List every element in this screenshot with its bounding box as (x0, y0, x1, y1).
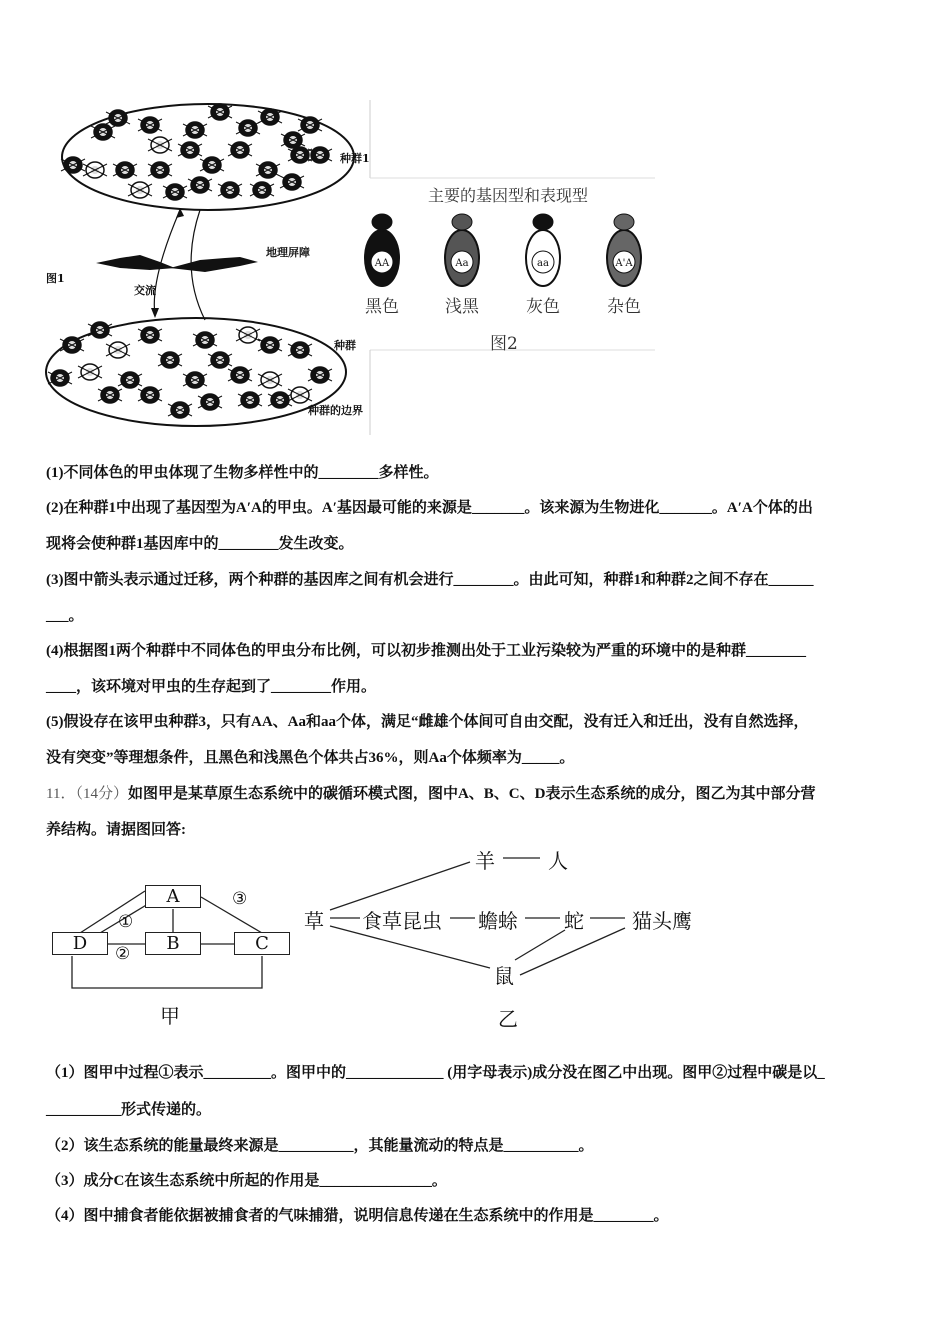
population1-label: 种群1 (340, 152, 370, 165)
diagram-yi-label: 乙 (498, 1007, 518, 1031)
phenotype-label: 黑色 (365, 297, 399, 317)
beetle-icon (250, 182, 274, 198)
box-b: B (145, 932, 201, 955)
beetle-icon (258, 372, 282, 388)
exchange-label: 交流 (134, 284, 156, 297)
beetle-icon (61, 157, 85, 173)
node-owl: 猫头鹰 (632, 909, 692, 933)
node-sheep: 羊 (475, 849, 495, 873)
beetle-icon (113, 162, 137, 178)
question10-line: (3)图中箭头表示通过迁移，两个种群的基因库之间有机会进行________。由此可知，种群1和种群2之间不存在______ (46, 572, 814, 588)
beetle-icon (178, 142, 202, 158)
question11-sub: __________形式传递的。 (46, 1102, 212, 1118)
beetle-icon (228, 367, 252, 383)
beetle-icon (236, 120, 260, 136)
beetle-icon (281, 132, 305, 148)
beetle-icon (208, 352, 232, 368)
beetle-icon (148, 162, 172, 178)
question10-line: (2)在种群1中出现了基因型为A′A的甲虫。A′基因最可能的来源是_______。该来源为生物进化_______。A′A个体的出 (46, 500, 813, 516)
beetle-icon (268, 392, 292, 408)
population2-label: 种群 (334, 339, 356, 352)
box-a: A (145, 885, 201, 908)
question10-line: 没有突变”等理想条件，且黑色和浅黑色个体共占36%，则Aa个体频率为_____。 (46, 750, 575, 766)
beetle-icon (288, 387, 312, 403)
beetle-icon (98, 387, 122, 403)
box-c: C (234, 932, 290, 955)
beetle-icon (288, 342, 312, 358)
question-score: （14分） (75, 786, 128, 802)
figure1-drawing (46, 104, 354, 426)
question11-sub: （1）图甲中过程①表示_________。图甲中的_____________ (用字母表示)成分没在图乙中出现。图甲②过程中碳是以_ (46, 1065, 825, 1081)
phenotype-label: 灰色 (526, 297, 560, 317)
question11-sub: （4）图中捕食者能依据被捕食者的气味捕猎，说明信息传递在生态系统中的作用是________。 (46, 1208, 669, 1224)
node-toad: 蟾蜍 (478, 909, 518, 933)
beetle-icon (228, 142, 252, 158)
beetle-icon (183, 122, 207, 138)
beetle-icon (200, 157, 224, 173)
beetle-icon (256, 162, 280, 178)
node-human: 人 (548, 849, 568, 873)
question11-sub: （2）该生态系统的能量最终来源是__________，其能量流动的特点是__________。 (46, 1138, 594, 1154)
beetle-icon (218, 182, 242, 198)
beetle-icon (193, 332, 217, 348)
question11-stem-line2: 养结构。请据图回答: (46, 822, 186, 838)
beetle-icon (298, 117, 322, 133)
beetle-灰色-icon (526, 214, 560, 286)
phenotype-label: 杂色 (607, 297, 641, 317)
beetle-黑色-icon (365, 214, 399, 286)
beetle-icon (138, 387, 162, 403)
node-grass: 草 (304, 909, 324, 933)
step-3: ③ (232, 889, 248, 909)
question-number: 11． (46, 786, 76, 802)
step-1: ① (118, 912, 134, 932)
beetle-icon (168, 402, 192, 418)
beetle-icon (78, 364, 102, 380)
barrier-label: 地理屏障 (266, 246, 310, 259)
beetle-icon (158, 352, 182, 368)
beetle-icon (91, 124, 115, 140)
stem-text: 如图甲是某草原生态系统中的碳循环模式图，图中A、B、C、D表示生态系统的成分，图乙为其中部分营 (127, 786, 816, 802)
genotype-label: aa (537, 258, 549, 269)
beetle-icon (106, 342, 130, 358)
beetle-icon (88, 322, 112, 338)
question10-line: 现将会使种群1基因库中的________发生改变。 (46, 536, 354, 552)
genotype-label: Aa (455, 258, 469, 269)
boundary-label: 种群的边界 (308, 404, 363, 417)
figure2-label: 图2 (490, 334, 518, 354)
question11-stem (46, 782, 815, 803)
beetle-杂色-icon (607, 214, 641, 286)
node-snake: 蛇 (564, 909, 584, 933)
barrier-left (96, 255, 175, 270)
beetle-icon (238, 392, 262, 408)
question10-line: (5)假设存在该甲虫种群3，只有AA、Aa和aa个体，满足“雌雄个体间可自由交配，没有迁入和迁出，没有自然选择， (46, 714, 809, 730)
question10-line: ___。 (46, 608, 84, 624)
question11-sub: （3）成分C在该生态系统中所起的作用是_______________。 (46, 1173, 447, 1189)
beetle-icon (148, 137, 172, 153)
beetle-icon (236, 327, 260, 343)
phenotype-label: 浅黑 (445, 297, 479, 317)
node-insect: 食草昆虫 (362, 909, 442, 933)
population2-beetles (48, 322, 332, 418)
beetle-浅黑-icon (445, 214, 479, 286)
beetle-icon (198, 394, 222, 410)
figure1-label: 图1 (46, 272, 65, 285)
step-2: ② (115, 944, 131, 964)
population1-beetles (61, 104, 332, 200)
beetle-icon (163, 184, 187, 200)
beetle-icon (118, 372, 142, 388)
beetle-icon (60, 337, 84, 353)
node-mouse: 鼠 (494, 964, 514, 988)
genotype-label: A'A (615, 258, 633, 269)
question10-line: ____，该环境对甲虫的生存起到了________作用。 (46, 679, 377, 695)
beetle-icon (258, 337, 282, 353)
beetle-icon (188, 177, 212, 193)
figure2-title: 主要的基因型和表现型 (428, 186, 589, 205)
box-d: D (52, 932, 108, 955)
beetle-icon (138, 327, 162, 343)
beetle-icon (128, 182, 152, 198)
beetle-icon (208, 104, 232, 120)
figure2-beetles (365, 214, 641, 286)
beetle-icon (83, 162, 107, 178)
question10-line: (4)根据图1两个种群中不同体色的甲虫分布比例，可以初步推测出处于工业污染较为严重的环境中的是种群________ (46, 643, 806, 659)
beetle-icon (183, 372, 207, 388)
diagram-jia-label: 甲 (160, 1004, 180, 1028)
beetle-icon (48, 370, 72, 386)
question10-line: (1)不同体色的甲虫体现了生物多样性中的________多样性。 (46, 465, 439, 481)
barrier-right (170, 257, 258, 272)
beetle-icon (308, 367, 332, 383)
beetle-icon (280, 174, 304, 190)
beetle-icon (138, 117, 162, 133)
genotype-label: AA (374, 258, 390, 269)
